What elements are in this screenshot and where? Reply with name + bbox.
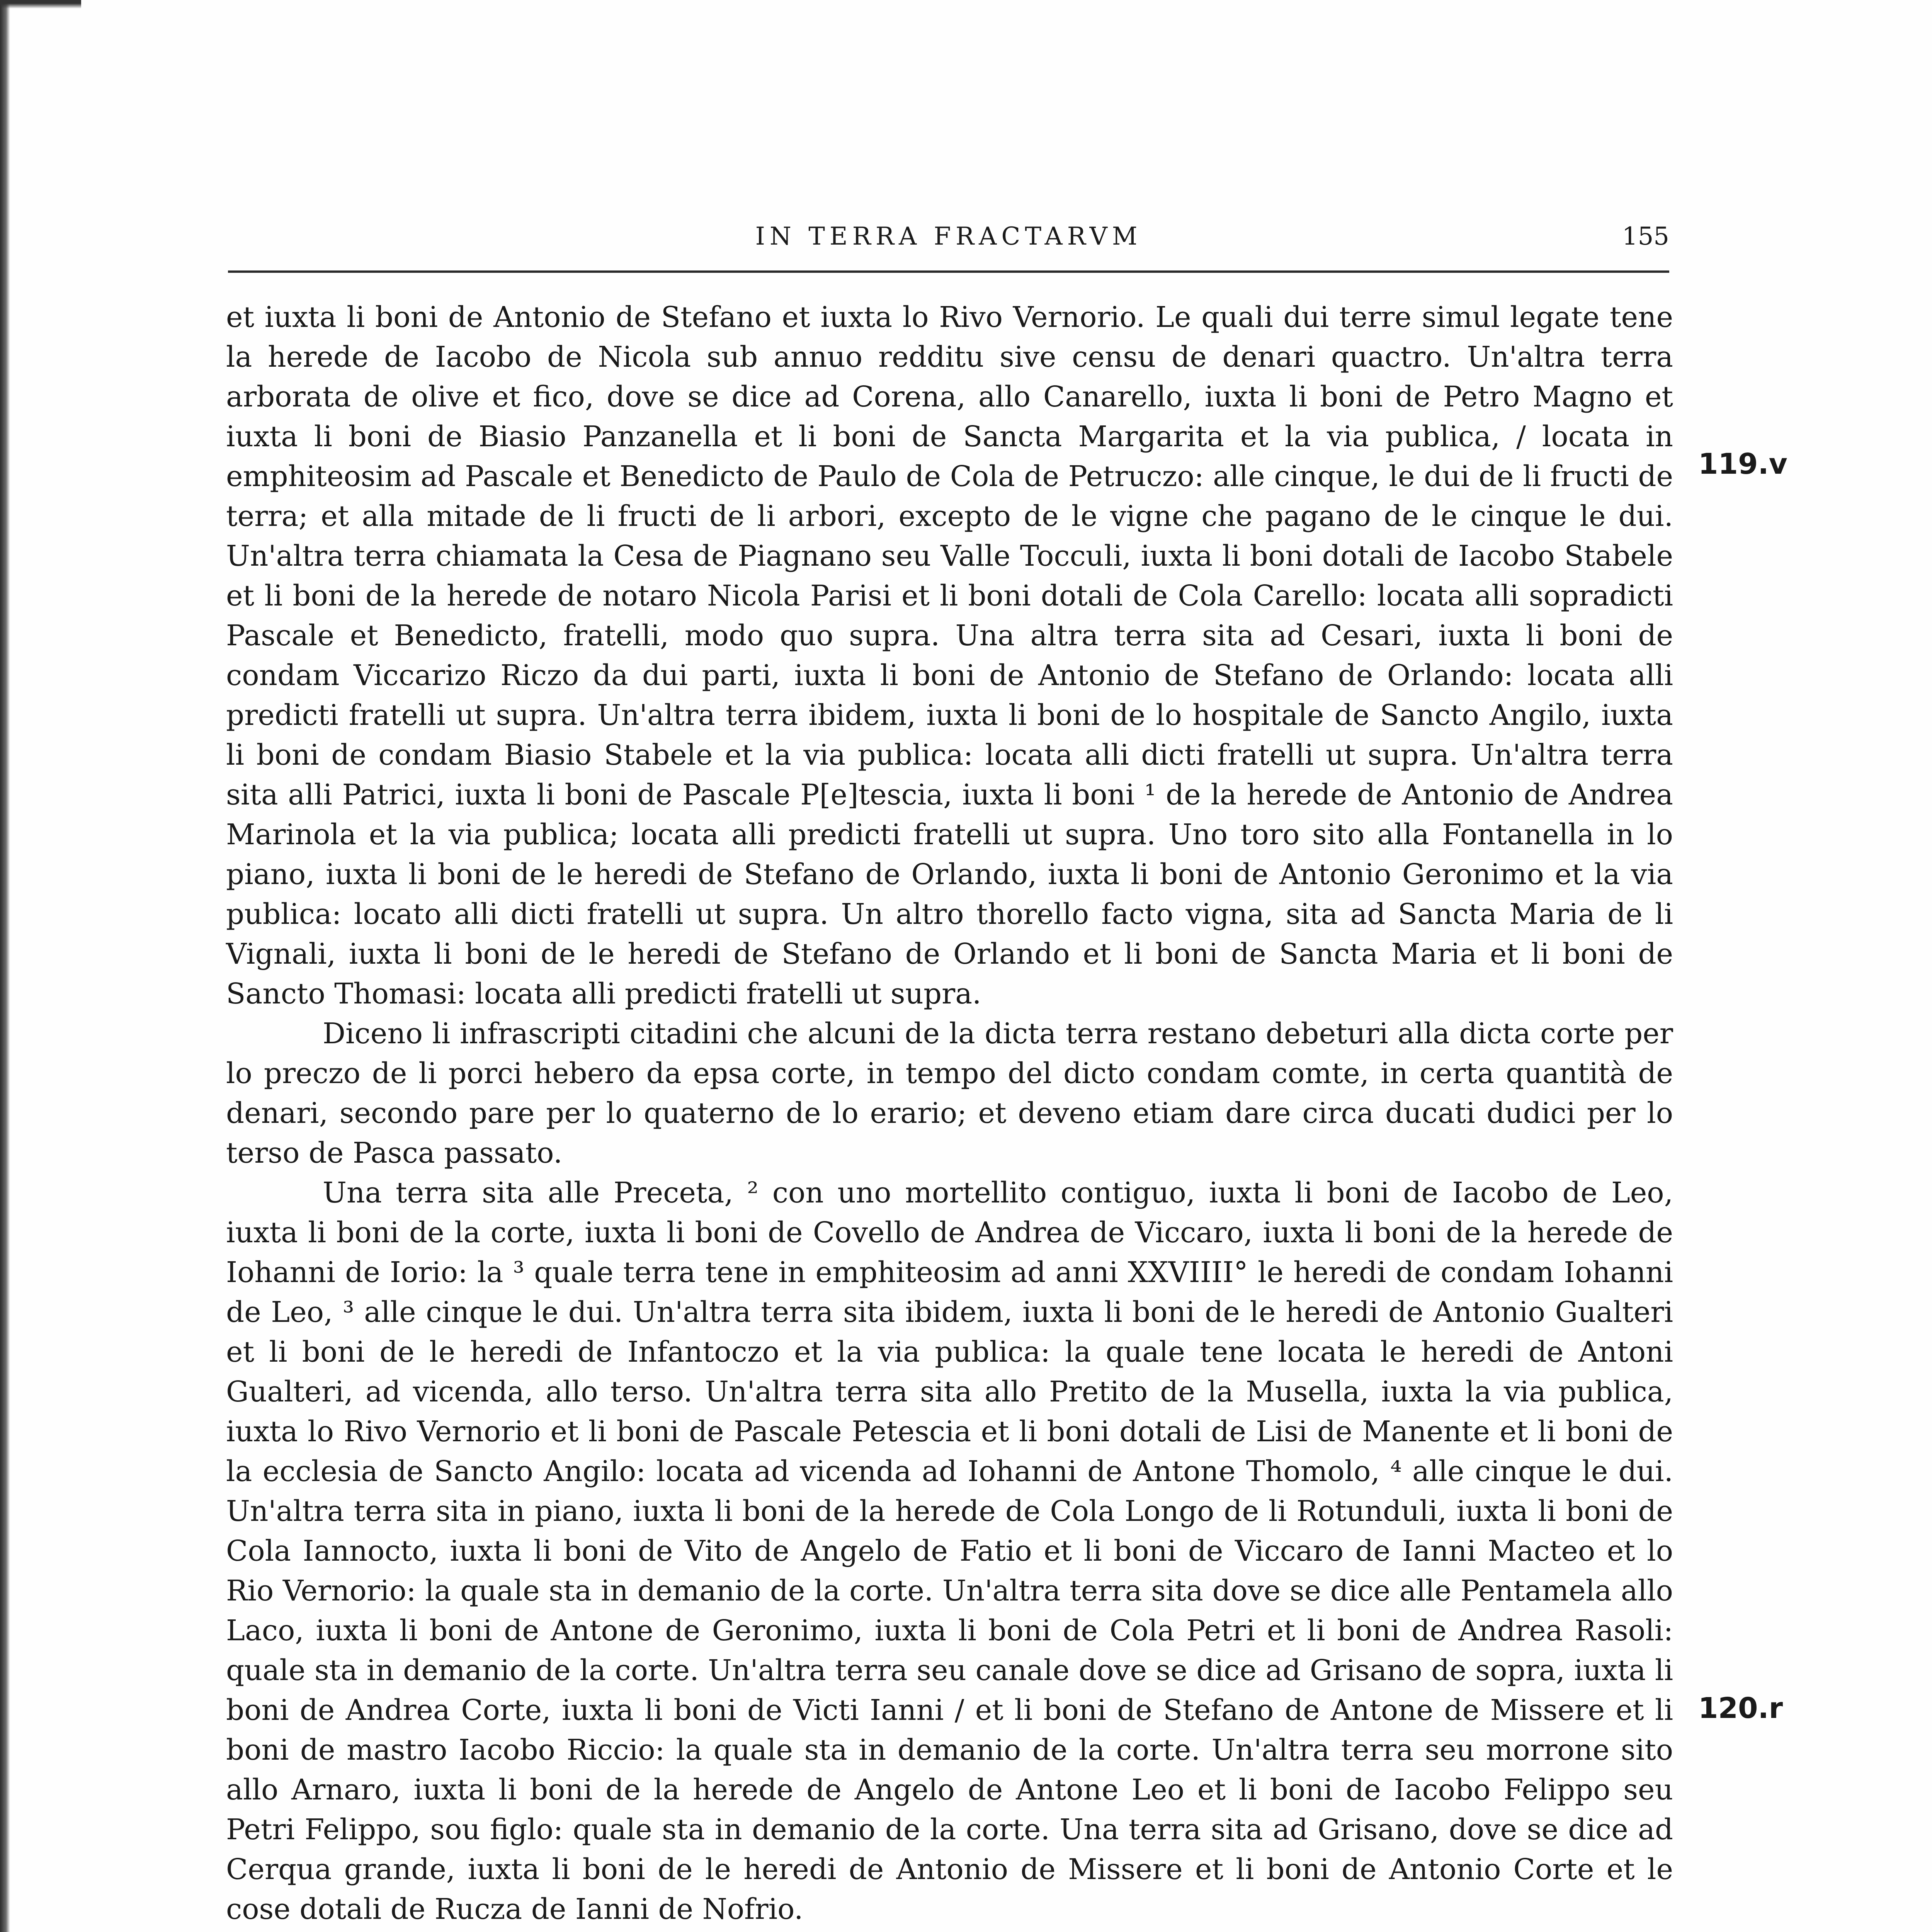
running-head-title: IN TERRA FRACTARVM: [755, 222, 1142, 251]
paragraph-4: [226, 1929, 1673, 1932]
paragraph-2: Diceno li infrascripti citadini che alcuni de la dicta terra restano debeturi alla dicta corte per lo preczo de li porci hebero da epsa corte, in tempo del dicto condam comte, in certa quantità de denari, secondo pare per lo quaterno de lo erario; et deveno etiam dare circa ducati dudici per lo terso de Pasca passato.: [226, 1017, 1673, 1170]
running-head: [228, 213, 1669, 260]
scan-corner-mark: [0, 0, 81, 9]
page-number: 155: [1622, 222, 1669, 251]
paragraph-1: et iuxta li boni de Antonio de Stefano et iuxta lo Rivo Vernorio. Le quali dui terre simul legate tene la herede de Iacobo de Nicola sub annuo redditu sive censu de denari quactro. Un'altra terra arborata de olive et fico, dove se dice ad Corena, allo Canarello, iuxta li boni de Petro Magno et iuxta li boni de Biasio Panzanella et li boni de Sancta Margarita et la via publica, / locata in emphiteosim ad Pascale et Benedicto de Paulo de Cola de Petruczo: alle cinque, le dui de li fructi de terra; et alla mitade de li fructi de li arbori, excepto de le vigne che pagano de le cinque le dui. Un'altra terra chiamata la Cesa de Piagnano seu Valle Tocculi, iuxta li boni dotali de Iacobo Stabele et li boni de la herede de notaro Nicola Parisi et li boni dotali de Cola Carello: locata alli sopradicti Pascale et Benedicto, fratelli, modo quo supra. Una altra terra sita ad Cesari, iuxta li boni de condam Viccarizo Riczo da dui parti, iuxta li boni de Antonio de Stefano de Orlando: locata alli predicti fratelli ut supra. Un'altra terra ibidem, iuxta li boni de lo hospitale de Sancto Angilo, iuxta li boni de condam Biasio Stabele et la via publica: locata alli dicti fratelli ut supra. Un'altra terra sita alli Patrici, iuxta li boni de Pascale P[e]tescia, iuxta li boni ¹ de la herede de Antonio de Andrea Marinola et la via publica; locata alli predicti fratelli ut supra. Uno toro sito alla Fontanella in lo piano, iuxta li boni de le heredi de Stefano de Orlando, iuxta li boni de Antonio Geronimo et la via publica: locato alli dicti fratelli ut supra. Un altro thorello facto vigna, sita ad Sancta Maria de li Vignali, iuxta li boni de le heredi de Stefano de Orlando et li boni de Sancta Maria et li boni de Sancto Thomasi: locata alli predicti fratelli ut supra.: [226, 301, 1673, 1010]
binding-edge: [0, 0, 10, 1932]
folio-marker-120r: 120.r: [1698, 1692, 1783, 1725]
folio-marker-119v: 119.v: [1698, 447, 1787, 481]
main-text: [226, 298, 1673, 1932]
paragraph-3: Una terra sita alle Preceta, ² con uno mortellito contiguo, iuxta li boni de Iacobo de Leo, iuxta li boni de la corte, iuxta li boni de Covello de Andrea de Viccaro, iuxta li boni de la herede de Iohanni de Iorio: la ³ quale terra tene in emphiteosim ad anni XXVIIII° le heredi de condam Iohanni de Leo, ³ alle cinque le dui. Un'altra terra sita ibidem, iuxta li boni de le heredi de Antonio Gualteri et li boni de le heredi de Infantoczo et la via publica: la quale tene locata le heredi de Antoni Gualteri, ad vicenda, allo terso. Un'altra terra sita allo Pretito de la Musella, iuxta la via publica, iuxta lo Rivo Vernorio et li boni de Pascale Petescia et li boni dotali de Lisi de Manente et li boni de la ecclesia de Sancto Angilo: locata ad vicenda ad Iohanni de Antone Thomolo, ⁴ alle cinque le dui. Un'altra terra sita in piano, iuxta li boni de la herede de Cola Longo de li Rotunduli, iuxta li boni de Cola Iannocto, iuxta li boni de Vito de Angelo de Fatio et li boni de Viccaro de Ianni Macteo et lo Rio Vernorio: la quale sta in demanio de la corte. Un'altra terra sita dove se dice alle Pentamela allo Laco, iuxta li boni de Antone de Geronimo, iuxta li boni de Cola Petri et li boni de Andrea Rasoli: quale sta in demanio de la corte. Un'altra terra seu canale dove se dice ad Grisano de sopra, iuxta li boni de Andrea Corte, iuxta li boni de Victi Ianni / et li boni de Stefano de Antone de Missere et li boni de mastro Iacobo Riccio: la quale sta in demanio de la corte. Un'altra terra seu morrone sito allo Arnaro, iuxta li boni de la herede de Angelo de Antone Leo et li boni de Iacobo Felippo seu Petri Felippo, sou figlo: quale sta in demanio de la corte. Una terra sita ad Grisano, dove se dice ad Cerqua grande, iuxta li boni de le heredi de Antonio de Missere et li boni de Antonio Corte et le cose dotali de Rucza de Ianni de Nofrio.: [226, 1177, 1673, 1926]
header-rule: [228, 270, 1669, 273]
